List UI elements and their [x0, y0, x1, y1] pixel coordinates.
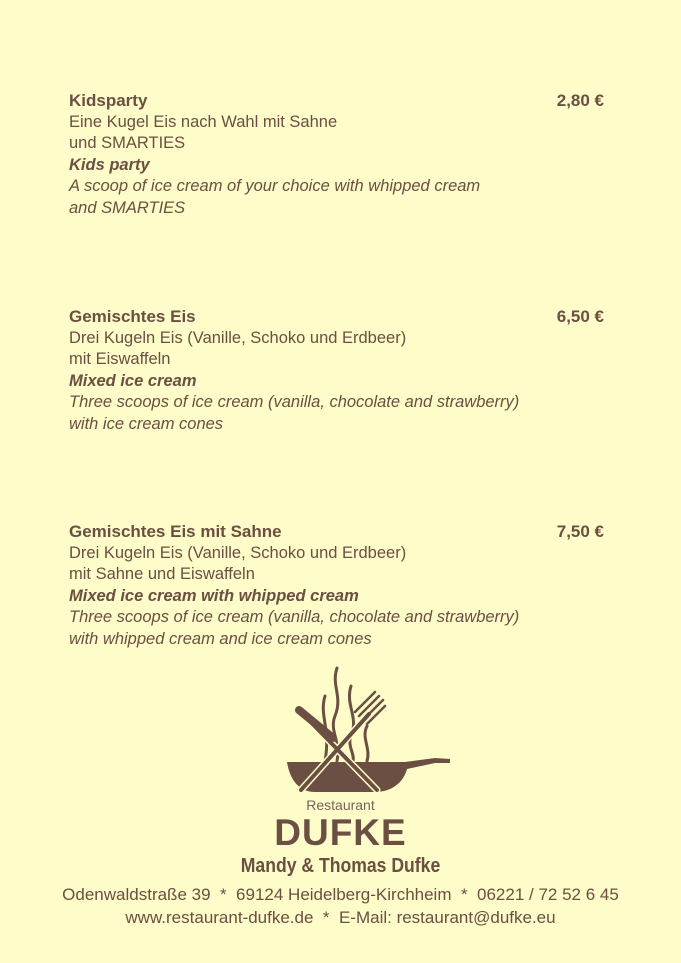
owners: Mandy & Thomas Dufke: [240, 855, 441, 877]
menu-item-gemischtes-eis-sahne: [69, 521, 604, 650]
item-price: 6,50 €: [556, 307, 604, 326]
item-description-en: with whipped cream and ice cream cones: [69, 629, 372, 648]
item-description-en: A scoop of ice cream of your choice with whipped cream: [69, 177, 481, 195]
item-title: Gemischtes Eis mit Sahne: [69, 522, 282, 541]
item-title: Kidsparty: [69, 91, 148, 110]
item-title: Gemischtes Eis: [69, 307, 196, 326]
item-header: [69, 90, 604, 112]
brand-name: DUFKE: [274, 812, 407, 853]
web-contact: www.restaurant-dufke.de * E-Mail: restaurant@dufke.eu: [125, 908, 556, 927]
item-description-de: mit Eiswaffeln: [69, 350, 171, 368]
menu-item-gemischtes-eis: [69, 306, 604, 435]
item-description-de: mit Sahne und Eiswaffeln: [69, 565, 255, 583]
item-price: 2,80 €: [556, 91, 604, 110]
item-header: [69, 306, 604, 328]
item-title-en: Mixed ice cream with whipped cream: [69, 586, 359, 605]
item-description-de: Drei Kugeln Eis (Vanille, Schoko und Erdbeer): [69, 543, 407, 562]
item-description-de: Eine Kugel Eis nach Wahl mit Sahne: [69, 112, 338, 131]
item-description-en: and SMARTIES: [69, 198, 186, 217]
item-title-en: Kids party: [69, 155, 150, 174]
item-description-en: with ice cream cones: [69, 414, 224, 433]
item-description-en: Three scoops of ice cream (vanilla, chocolate and strawberry): [69, 608, 520, 626]
address: Odenwaldstraße 39 * 69124 Heidelberg-Kirchheim * 06221 / 72 52 6 45: [62, 885, 619, 904]
restaurant-logo-pan-icon: [285, 666, 455, 796]
restaurant-label: Restaurant: [306, 797, 375, 813]
item-price: 7,50 €: [556, 522, 604, 541]
item-description-en: Three scoops of ice cream (vanilla, chocolate and strawberry): [69, 393, 520, 411]
item-title-en: Mixed ice cream: [69, 371, 197, 390]
item-description-de: und SMARTIES: [69, 134, 186, 152]
item-header: [69, 521, 604, 543]
item-description-de: Drei Kugeln Eis (Vanille, Schoko und Erdbeer): [69, 328, 407, 347]
menu-item-kidsparty: [69, 90, 604, 219]
